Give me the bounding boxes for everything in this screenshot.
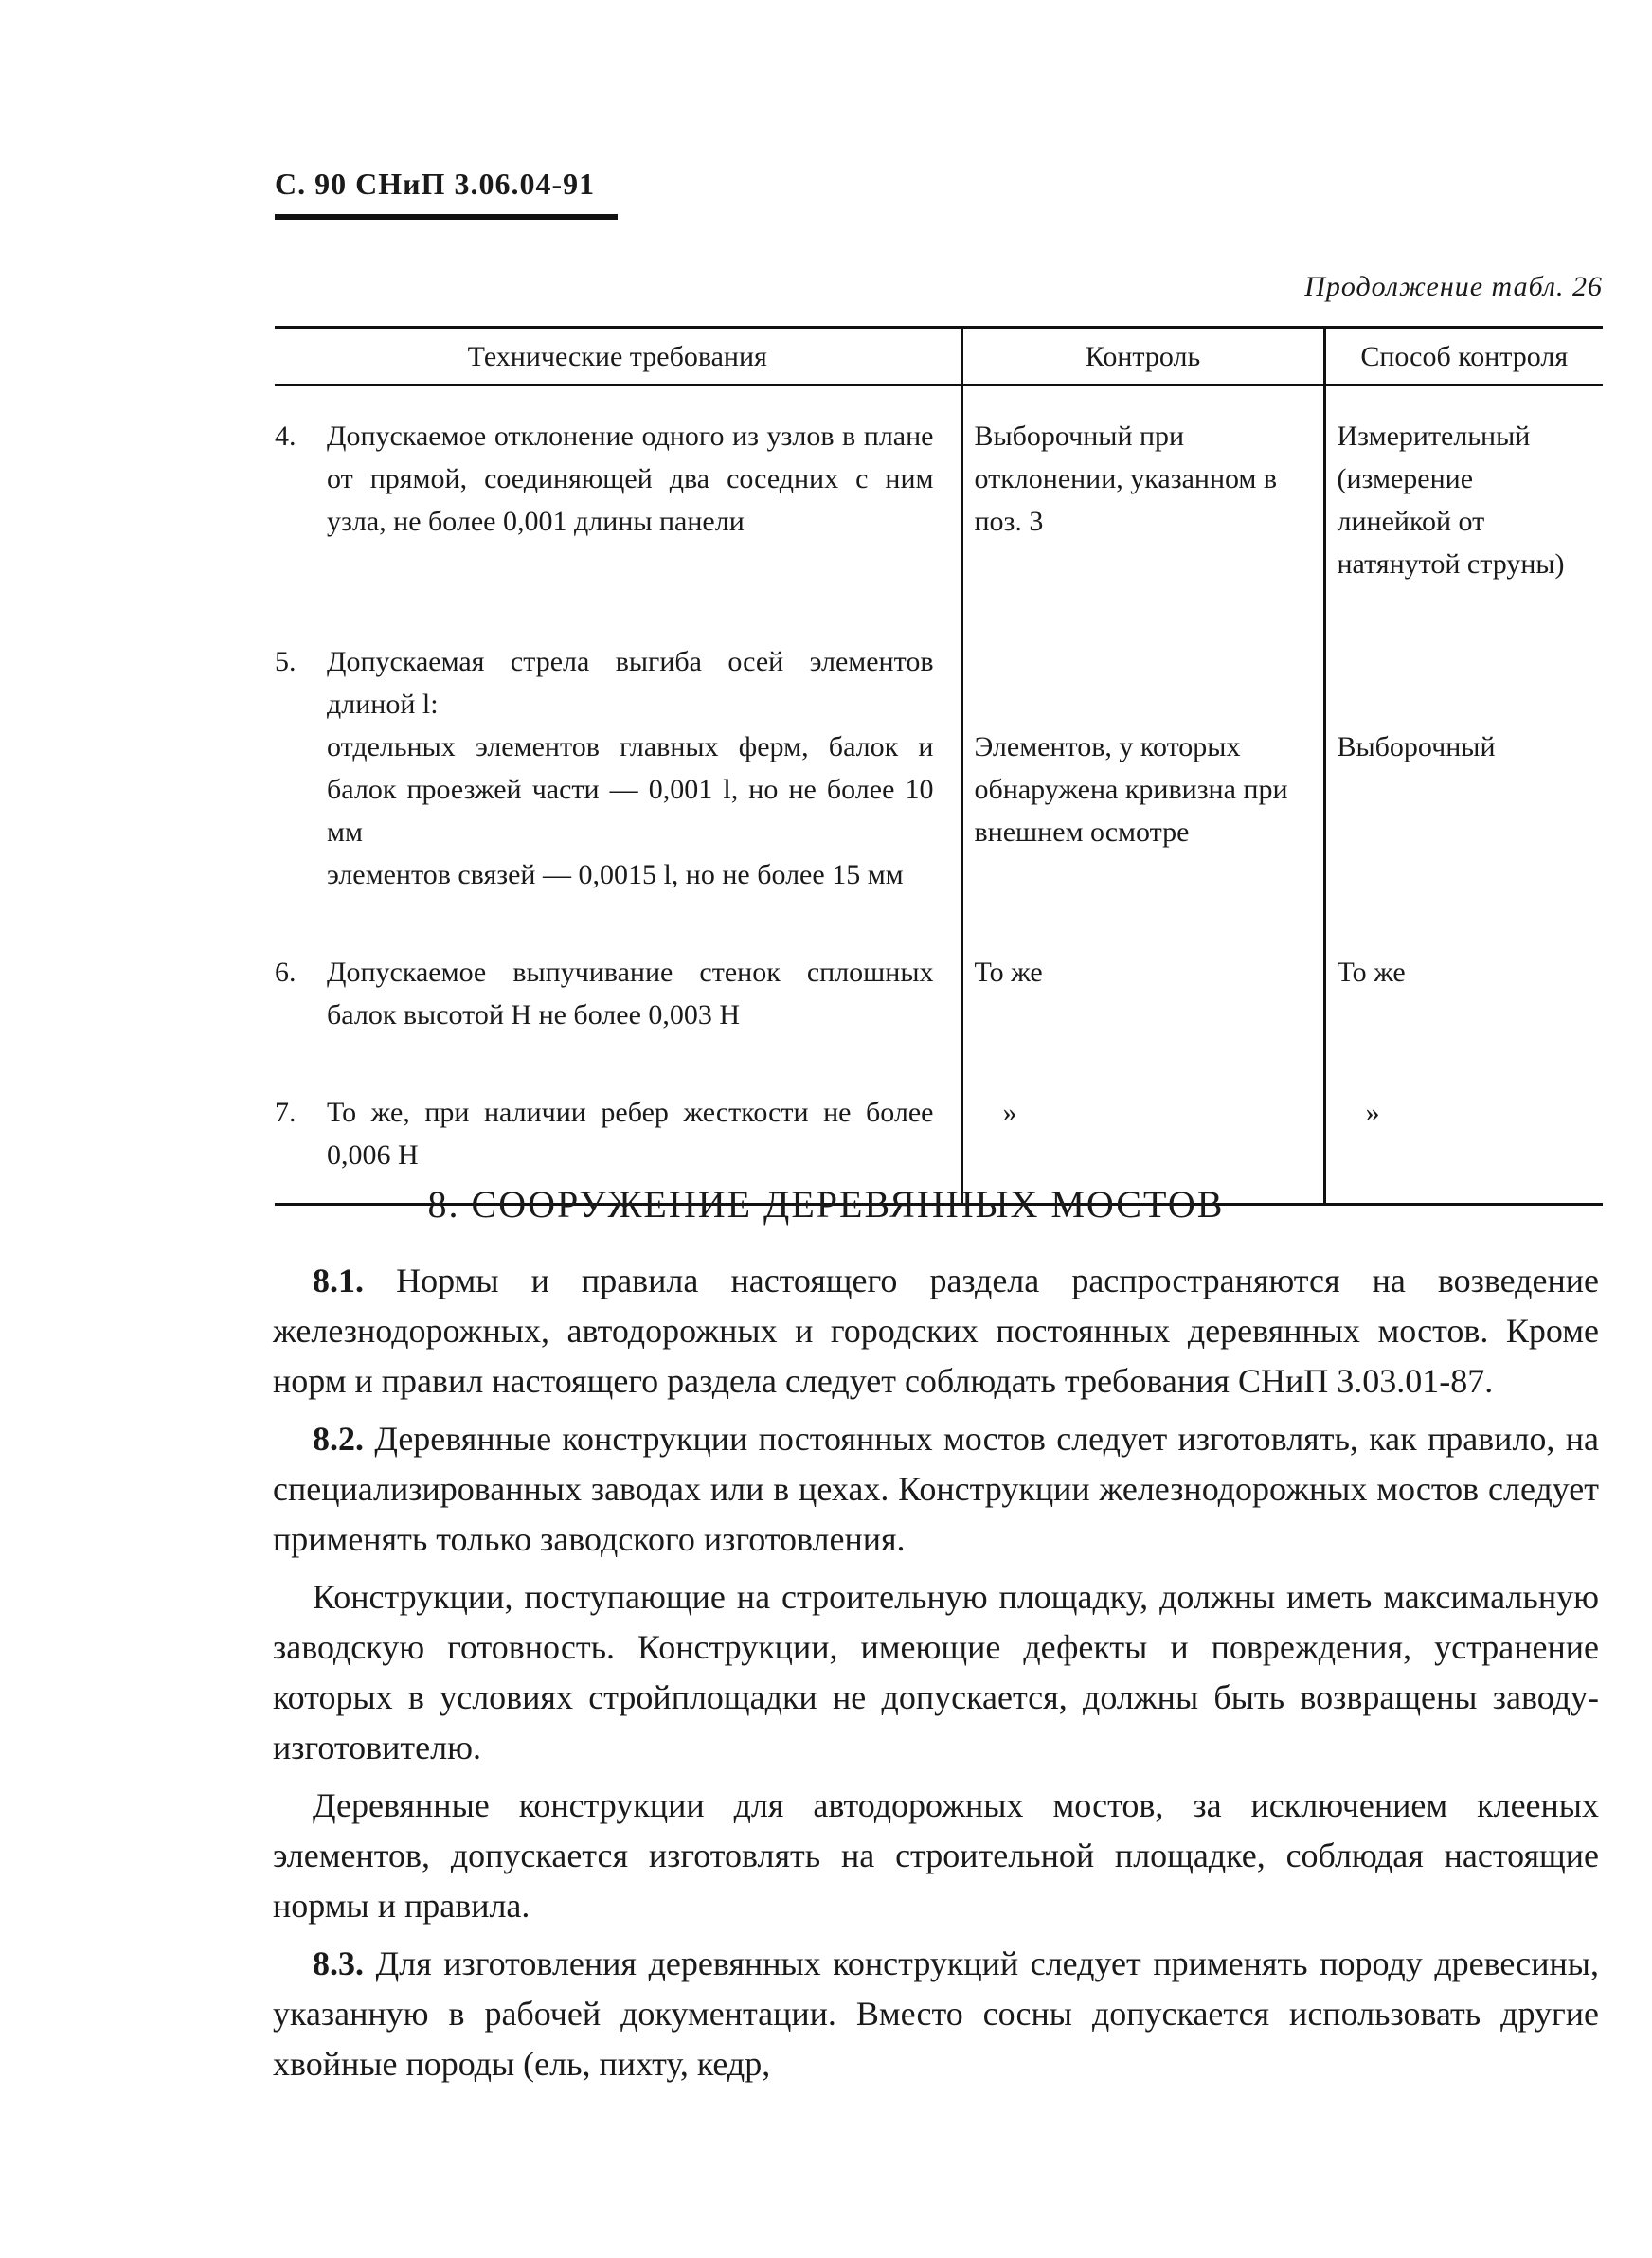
table-row (275, 612, 1603, 923)
clause-number: 8.2. (313, 1420, 364, 1458)
item-number: 6. (275, 957, 296, 988)
requirement-subitem: отдельных элементов главных ферм, балок и балок проезжей части — 0,001 l, но не более 10 мм (327, 731, 934, 848)
requirement-cell (275, 923, 961, 1063)
table-row (275, 923, 1603, 1063)
method-text: Выборочный (1337, 731, 1496, 762)
header-requirements: Технические требования (275, 328, 961, 385)
table-header-row (275, 328, 1603, 385)
table-row (275, 385, 1603, 613)
ditto-mark: » (1365, 1097, 1380, 1128)
table-continuation-label: Продолжение табл. 26 (1304, 271, 1603, 302)
requirement-text: То же, при наличии ребер жесткости не более 0,006 H (327, 1097, 934, 1171)
paragraph (273, 1781, 1599, 1931)
clause-number: 8.1. (313, 1262, 364, 1299)
control-cell: Выборочный при отклонении, указанном в поз. 3 (961, 385, 1324, 613)
paragraph-text: Деревянные конструкции постоянных мостов следует изготовлять, как правило, на специализированных заводах или в цехах. Конструкции железнодорожных мостов следует применять только заводского изготовления. (273, 1420, 1599, 1558)
requirement-subitem: элементов связей — 0,0015 l, но не более 15 мм (327, 859, 904, 890)
paragraph (273, 1256, 1599, 1407)
method-cell: То же (1324, 923, 1603, 1063)
section-title: 8. СООРУЖЕНИЕ ДЕРЕВЯННЫХ МОСТОВ (427, 1183, 1225, 1226)
item-number: 5. (275, 646, 296, 677)
paragraph-text: Конструкции, поступающие на строительную площадку, должны иметь максимальную заводскую готовность. Конструкции, имеющие дефекты и повреждения, устранение которых в условиях стройплощадки не допускается, должны быть возвращены заводу-изготовителю. (273, 1578, 1599, 1766)
ditto-mark: » (1002, 1097, 1017, 1128)
paragraph-text: Нормы и правила настоящего раздела распространяются на возведение железнодорожных, автодорожных и городских постоянных деревянных мостов. Кроме норм и правил настоящего раздела следует соблюдать требования СНиП 3.03.01-87. (273, 1262, 1599, 1400)
header-control: Контроль (961, 328, 1324, 385)
control-cell (961, 612, 1324, 923)
header-rule (275, 214, 618, 220)
section-body (273, 1256, 1599, 2097)
paragraph (273, 1939, 1599, 2089)
requirement-text: Допускаемое выпучивание стенок сплошных балок высотой H не более 0,003 H (327, 957, 934, 1030)
item-number: 4. (275, 421, 296, 452)
clause-number: 8.3. (313, 1944, 364, 1982)
requirement-text: Допускаемое отклонение одного из узлов в плане от прямой, соединяющей два соседних с ним узла, не более 0,001 длины панели (327, 421, 934, 537)
requirement-cell (275, 385, 961, 613)
header-method: Способ контроля (1324, 328, 1603, 385)
control-cell: То же (961, 923, 1324, 1063)
requirement-cell (275, 612, 961, 923)
method-cell: Измерительный (измерение линейкой от натянутой струны) (1324, 385, 1603, 613)
page-header: С. 90 СНиП 3.06.04-91 (275, 167, 596, 201)
requirement-text: Допускаемая стрела выгиба осей элементов длиной l: (327, 646, 934, 720)
item-number: 7. (275, 1097, 296, 1128)
paragraph (273, 1572, 1599, 1773)
method-cell (1324, 612, 1603, 923)
control-text: Элементов, у которых обнаружена кривизна при внешнем осмотре (974, 731, 1288, 848)
requirements-table (275, 326, 1603, 1206)
paragraph-text: Деревянные конструкции для автодорожных мостов, за исключением клееных элементов, допускается изготовлять на строительной площадке, соблюдая настоящие нормы и правила. (273, 1786, 1599, 1925)
paragraph-text: Для изготовления деревянных конструкций следует применять породу древесины, указанную в рабочей документации. Вместо сосны допускается использовать другие хвойные породы (ель, пихту, кедр, (273, 1944, 1599, 2083)
paragraph (273, 1414, 1599, 1565)
